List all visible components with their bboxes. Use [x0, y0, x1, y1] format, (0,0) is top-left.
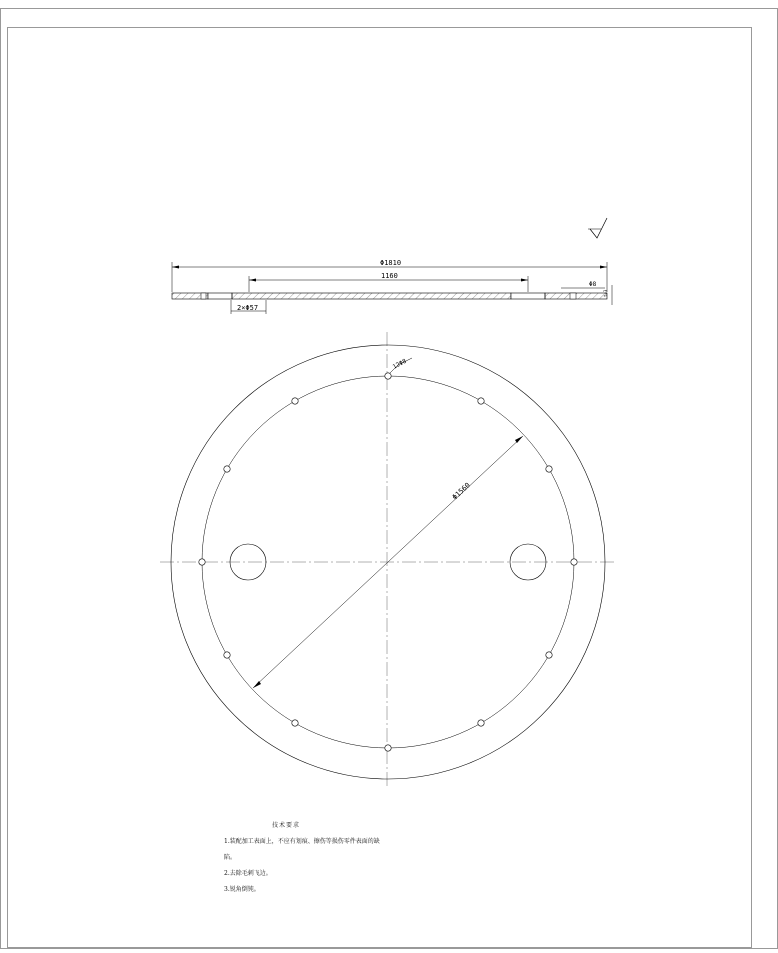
dim-pcd: Φ1560	[450, 481, 472, 502]
dim-thickness: t=3	[603, 289, 608, 297]
roughness-symbol	[588, 218, 607, 238]
plan-view	[160, 332, 616, 786]
sheet-border-inner	[8, 28, 752, 948]
bolt-hole	[224, 652, 230, 658]
bolt-hole	[546, 466, 552, 472]
notes-line-3: 2.去除毛刺飞边。	[224, 870, 272, 877]
bolt-hole	[292, 398, 298, 404]
notes-line-2: 陷。	[224, 854, 237, 861]
bolt-hole	[478, 398, 484, 404]
dim-inner-span: 1160	[381, 272, 398, 280]
dim-big-holes: 2×Φ57	[237, 304, 259, 312]
bolt-hole	[292, 720, 298, 726]
sheet-border-outer	[1, 9, 778, 949]
bolt-hole	[385, 745, 391, 751]
notes-line-1: 1.装配加工表面上，不应有划痕、擦伤等损伤零件表面的缺	[224, 838, 380, 845]
dim-small-hole: Φ8	[589, 281, 597, 288]
dim-outer-diameter: Φ1810	[380, 259, 402, 267]
bolt-hole	[478, 720, 484, 726]
bolt-hole	[546, 652, 552, 658]
dim-bolt-holes: 12Φ8	[391, 357, 408, 371]
bolt-hole	[199, 559, 205, 565]
notes-title: 技术要求	[272, 822, 301, 829]
bolt-hole	[571, 559, 577, 565]
bolt-hole	[385, 373, 391, 379]
bolt-hole	[224, 466, 230, 472]
section-view	[172, 259, 612, 314]
notes-line-4: 3.锐角倒钝。	[224, 886, 260, 893]
